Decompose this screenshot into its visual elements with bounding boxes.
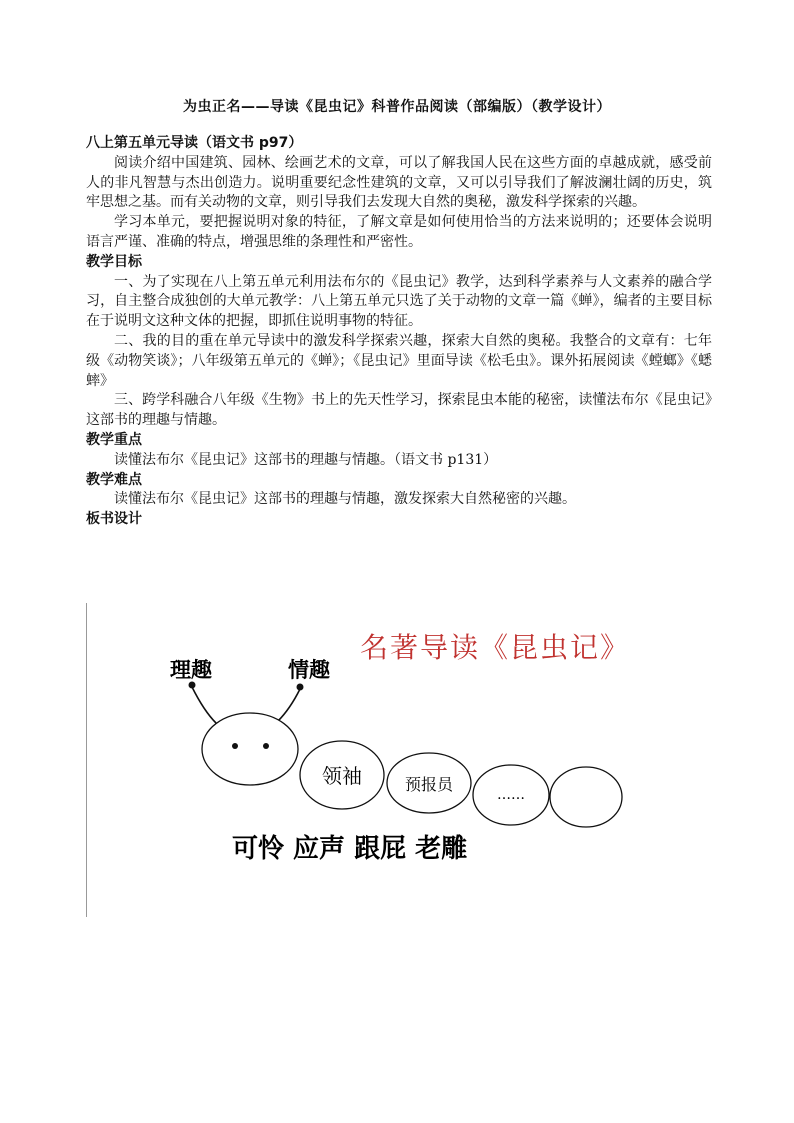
caterpillar-eye-right	[263, 743, 269, 749]
antenna-left	[192, 687, 216, 723]
caterpillar-diagram	[86, 603, 706, 921]
difficulty-text: 读懂法布尔《昆虫记》这部书的理趣与情趣，激发探索大自然秘密的兴趣。	[114, 491, 576, 508]
caterpillar-segment-5	[550, 767, 622, 827]
segment-4-label: ……	[497, 787, 525, 803]
goal-item-3: 三、跨学科融合八年级《生物》书上的先天性学习，探索昆虫本能的秘密，读懂法布尔《昆虫记》这部书的理趣与情趣。	[86, 392, 712, 429]
goals-heading: 教学目标	[86, 253, 142, 270]
goal-item-1: 一、为了实现在八上第五单元利用法布尔的《昆虫记》教学，达到科学素养与人文素养的融合学习，自主整合成独创的大单元教学：八上第五单元只选了关于动物的文章一篇《蝉》，编者的主要目标在于说明文这种文体的把握，即抓住说明事物的特征。	[86, 273, 712, 330]
segment-3-label: 预报员	[404, 775, 454, 794]
document-body	[86, 134, 712, 530]
board-design-figure	[86, 603, 706, 921]
caterpillar-head	[202, 713, 298, 785]
intro-heading: 八上第五单元导读（语文书 p97）	[86, 135, 303, 151]
key-points-heading: 教学重点	[86, 431, 142, 448]
intro-paragraph-2: 学习本单元，要把握说明对象的特征，了解文章是如何使用恰当的方法来说明的；还要体会说明语言严谨、准确的特点，增强思维的条理性和严密性。	[86, 214, 712, 250]
antenna-label-left: 理趣	[170, 657, 212, 682]
board-design-heading: 板书设计	[86, 511, 142, 528]
board-title: 名著导读《昆虫记》	[360, 631, 631, 664]
page-title: 为虫正名——导读《昆虫记》科普作品阅读（部编版）（教学设计）	[183, 99, 611, 115]
key-points-text: 读懂法布尔《昆虫记》这部书的理趣与情趣。（语文书 p131）	[114, 451, 498, 468]
antenna-label-right: 情趣	[288, 657, 330, 682]
goal-item-2: 二、我的目的重在单元导读中的激发科学探索兴趣，探索大自然的奥秘。我整合的文章有：七年级《动物笑谈》；八年级第五单元的《蝉》；《昆虫记》里面导读《松毛虫》。课外拓展阅读《螳螂》《蟋蟀》	[86, 332, 712, 389]
segment-2-label: 领袖	[322, 764, 362, 788]
intro-paragraph-1: 阅读介绍中国建筑、园林、绘画艺术的文章，可以了解我国人民在这些方面的卓越成就，感受前人的非凡智慧与杰出创造力。说明重要纪念性建筑的文章，又可以引导我们了解波澜壮阔的历史，筑牢思想之基。而有关动物的文章，则引导我们去发现大自然的奥秘，激发科学探索的兴趣。	[86, 154, 712, 211]
caterpillar-eye-left	[232, 743, 238, 749]
difficulty-heading: 教学难点	[86, 471, 142, 488]
board-bottom-text: 可怜 应声 跟屁 老雕	[232, 834, 468, 864]
antenna-right	[278, 689, 300, 721]
